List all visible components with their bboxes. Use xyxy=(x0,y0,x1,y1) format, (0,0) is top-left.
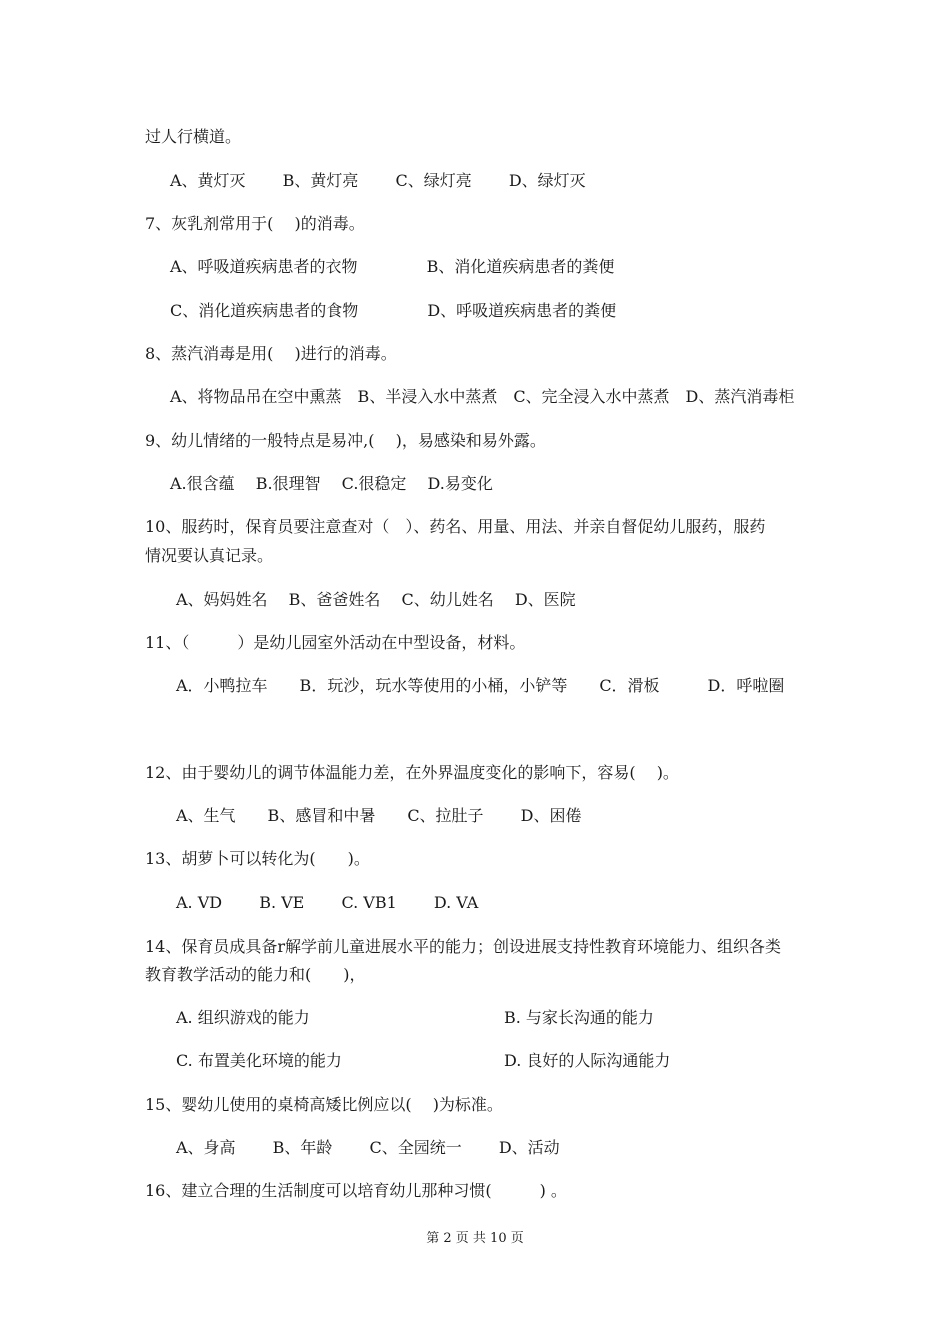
q6-options: A、黄灯灭 B、黄灯亮 C、绿灯亮 D、绿灯灭 xyxy=(170,171,586,190)
q7-options-ab: A、呼吸道疾病患者的衣物 B、消化道疾病患者的粪便 xyxy=(170,257,615,276)
q6-continuation: 过人行横道。 xyxy=(145,127,242,146)
q10-question-cont: 情况要认真记录。 xyxy=(145,546,274,565)
q15-options: A、身高 B、年龄 C、全园统一 D、活动 xyxy=(176,1138,560,1157)
q16-question: 16、建立合理的生活制度可以培育幼儿那种习惯( ) 。 xyxy=(145,1181,567,1200)
q12-question: 12、由于婴幼儿的调节体温能力差，在外界温度变化的影响下，容易( )。 xyxy=(145,763,679,782)
q13-question: 13、胡萝卜可以转化为( )。 xyxy=(145,849,370,868)
page-footer: 第 2 页 共 10 页 xyxy=(426,1231,524,1246)
q9-question: 9、幼儿情绪的一般特点是易冲,( )，易感染和易外露。 xyxy=(145,431,546,450)
q14-option-c: C. 布置美化环境的能力 xyxy=(176,1051,342,1070)
q10-options: A、妈妈姓名 B、爸爸姓名 C、幼儿姓名 D、医院 xyxy=(176,590,576,609)
q8-options: A、将物品吊在空中熏蒸 B、半浸入水中蒸煮 C、完全浸入水中蒸煮 D、蒸汽消毒柜 xyxy=(170,387,795,406)
q13-options: A. VD B. VE C. VB1 D. VA xyxy=(176,893,479,912)
q14-option-a: A. 组织游戏的能力 xyxy=(176,1008,310,1027)
q10-question: 10、服药时，保育员要注意查对（ ）、药名、用量、用法、并亲自督促幼儿服药，服药 xyxy=(145,517,766,536)
q8-question: 8、蒸汽消毒是用( )进行的消毒。 xyxy=(145,344,397,363)
q9-options: A.很含蕴 B.很理智 C.很稳定 D.易变化 xyxy=(170,474,493,493)
q11-question: 11、（ ）是幼儿园室外活动在中型设备，材料。 xyxy=(145,633,526,652)
q14-question-cont: 教育教学活动的能力和( )， xyxy=(145,965,366,984)
q15-question: 15、婴幼儿使用的桌椅高矮比例应以( )为标准。 xyxy=(145,1095,503,1114)
q12-options: A、生气 B、感冒和中暑 C、拉肚子 D、困倦 xyxy=(176,806,582,825)
q11-options: A．小鸭拉车 B．玩沙，玩水等使用的小桶，小铲等 C．滑板 D．呼啦圈 xyxy=(176,676,785,695)
q7-options-cd: C、消化道疾病患者的食物 D、呼吸道疾病患者的粪便 xyxy=(170,301,617,320)
q7-question: 7、灰乳剂常用于( )的消毒。 xyxy=(145,214,365,233)
q14-option-d: D. 良好的人际沟通能力 xyxy=(504,1051,671,1070)
q14-question: 14、保育员成具备r解学前儿童进展水平的能力；创设进展支持性教育环境能力、组织各类 xyxy=(145,937,782,956)
q14-option-b: B. 与家长沟通的能力 xyxy=(504,1008,654,1027)
